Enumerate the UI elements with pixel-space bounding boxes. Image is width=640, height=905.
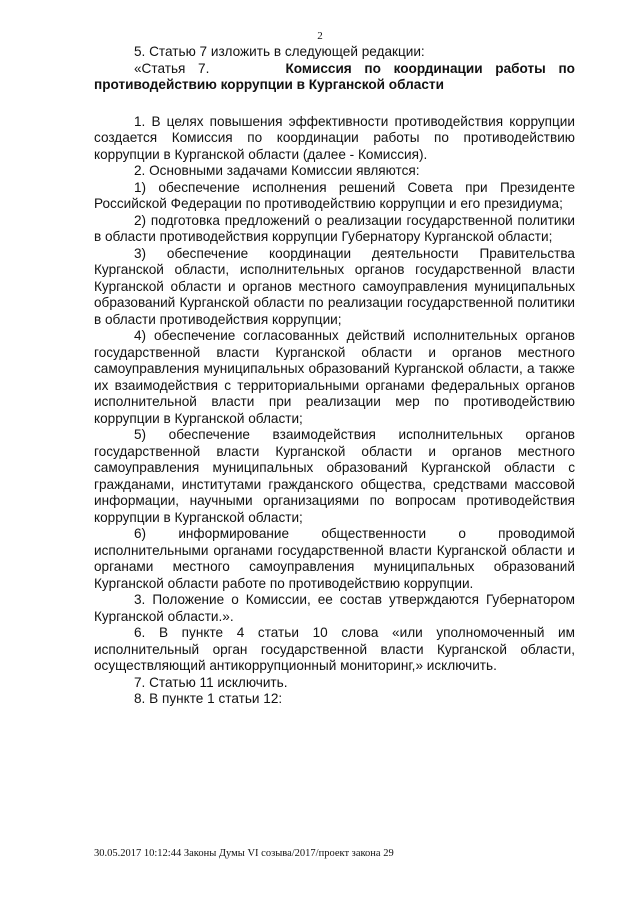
paragraph: 3. Положение о Комиссии, ее состав утверждаются Губернатором Курганской области.». bbox=[94, 592, 575, 624]
article-title bbox=[94, 61, 575, 94]
paragraph: 8. В пункте 1 статьи 12: bbox=[134, 691, 283, 706]
amendment-intro: 5. Статью 7 изложить в следующей редакции: bbox=[134, 44, 425, 59]
paragraph: 6. В пункте 4 статьи 10 слова «или уполномоченный им исполнительный орган государственной власти Курганской области, осуществляющий антикоррупционный мониторинг,» исключить. bbox=[94, 625, 575, 673]
paragraph: 1) обеспечение исполнения решений Совета при Президенте Российской Федерации по противодействию коррупции и его президиума; bbox=[94, 179, 575, 211]
paragraph: 2) подготовка предложений о реализации государственной политики в области противодействия коррупции Губернатору Курганской области; bbox=[94, 212, 575, 244]
paragraph: 1. В целях повышения эффективности противодействия коррупции создается Комиссия по координации работы по противодействию коррупции в Курганской области (далее - Комиссия). bbox=[94, 113, 575, 162]
article-prefix: «Статья 7. bbox=[134, 60, 210, 76]
paragraph: 6) информирование общественности о проводимой исполнительными органами государственной власти Курганской области и органами местного самоуправления муниципальных образований Курганской области работе по противодействию коррупции. bbox=[94, 526, 575, 591]
paragraph: 2. Основными задачами Комиссии являются: bbox=[134, 163, 420, 178]
paragraph: 3) обеспечение координации деятельности Правительства Курганской области, исполнительных органов государственной власти Курганской области и органов местного самоуправления муниципальных образований Курганской области по реализации государственной политики в области противодействия коррупции; bbox=[94, 245, 575, 327]
paragraph: 4) обеспечение согласованных действий исполнительных органов государственной власти Курганской области и органов местного самоуправления муниципальных образований Курганской области, а также их взаимодействия с территориальными органами федеральных органов исполнительной власти при реализации мер по противодействию коррупции в Курганской области; bbox=[94, 328, 575, 426]
footer-path: 30.05.2017 10:12:44 Законы Думы VI созыва/2017/проект закона 29 bbox=[94, 848, 394, 859]
paragraph: 7. Статью 11 исключить. bbox=[134, 674, 288, 690]
page-number: 2 bbox=[317, 30, 323, 42]
paragraph: 5) обеспечение взаимодействия исполнительных органов государственной власти Курганской области и органов местного самоуправления муниципальных образований Курганской области с гражданами, институтами гражданского общества, средствами массовой информации, научными организациями по вопросам противодействия коррупции в Курганской области; bbox=[94, 427, 575, 525]
article-title-text: Комиссия по координации работы по противодействию коррупции в Курганской области bbox=[94, 60, 575, 92]
document-body bbox=[94, 44, 575, 708]
